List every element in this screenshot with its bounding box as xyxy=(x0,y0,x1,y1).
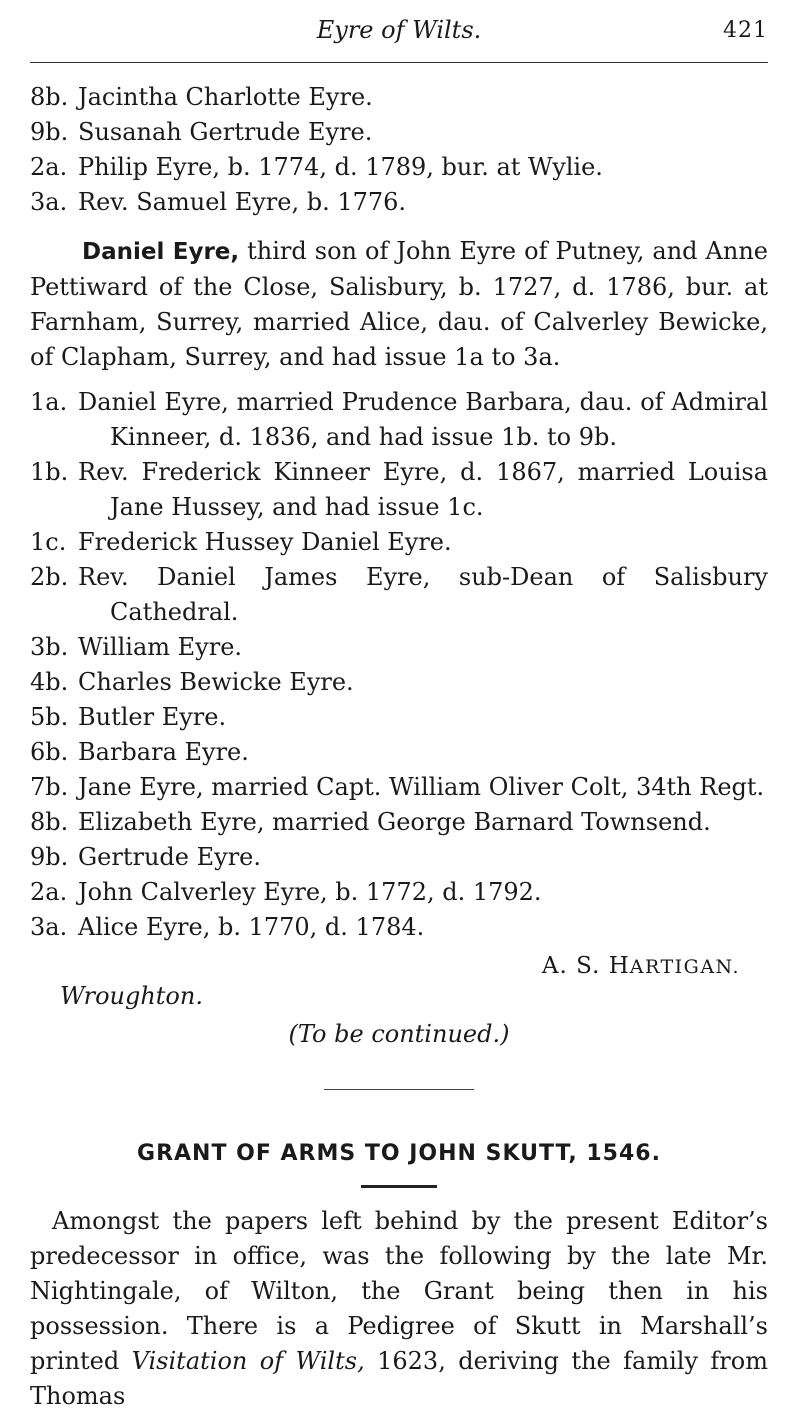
page-content xyxy=(30,80,768,1414)
signoff-block xyxy=(30,945,768,1065)
list-item: 2a. Philip Eyre, b. 1774, d. 1789, bur. at Wylie. xyxy=(30,153,603,181)
list-item: 2b. Rev. Daniel James Eyre, sub-Dean of Salisbury Cathedral. xyxy=(30,563,768,626)
list-item: 3b. William Eyre. xyxy=(30,633,243,661)
spacer xyxy=(30,375,768,385)
list-item: 8b. Elizabeth Eyre, married George Barnard Townsend. xyxy=(30,808,711,836)
list-item: 1c. Frederick Hussey Daniel Eyre. xyxy=(30,528,452,556)
section-divider xyxy=(324,1089,474,1090)
list-item: 4b. Charles Bewicke Eyre. xyxy=(30,668,354,696)
place-name: Wroughton. xyxy=(60,982,203,1010)
section-paragraph: Amongst the papers left behind by the present Editor’s predecessor in office, was the following by the late Mr. Nightingale, of Wilton, the Grant being then in his possession. There is a Pedigree of Skutt in Marshall’s printed Visitation of Wilts, 1623, deriving the family from Thomas xyxy=(30,1207,768,1410)
header-rule xyxy=(30,62,768,63)
page-number: 421 xyxy=(723,18,768,43)
list-item: 6b. Barbara Eyre. xyxy=(30,738,249,766)
list-item: 3a. Rev. Samuel Eyre, b. 1776. xyxy=(30,188,407,216)
list-item: 8b. Jacintha Charlotte Eyre. xyxy=(30,83,373,111)
section-title: GRANT OF ARMS TO JOHN SKUTT, 1546. xyxy=(137,1141,661,1166)
list-item: 9b. Gertrude Eyre. xyxy=(30,843,261,871)
list-top xyxy=(30,80,768,220)
page-header xyxy=(30,10,768,50)
title-underline xyxy=(361,1185,437,1188)
list-item: 7b. Jane Eyre, married Capt. William Oliver Colt, 34th Regt. xyxy=(30,773,765,801)
list-item: 1a. Daniel Eyre, married Prudence Barbara, dau. of Admiral Kinneer, d. 1836, and had issue 1b. to 9b. xyxy=(30,388,768,451)
list-item: 9b. Susanah Gertrude Eyre. xyxy=(30,118,373,146)
list-item: 2a. John Calverley Eyre, b. 1772, d. 1792. xyxy=(30,878,542,906)
daniel-eyre-paragraph: Daniel Eyre, third son of John Eyre of Putney, and Anne Pettiward of the Close, Salisbury, b. 1727, d. 1786, bur. at Farnham, Surrey, married Alice, dau. of Calverley Bewicke, of Clapham, Surrey, and had issue 1a to 3a. xyxy=(30,237,769,371)
list-item: 1b. Rev. Frederick Kinneer Eyre, d. 1867, married Louisa Jane Hussey, and had issue 1c. xyxy=(30,458,768,521)
running-title: Eyre of Wilts. xyxy=(316,16,482,44)
author-signature: A. S. HARTIGAN. xyxy=(541,953,740,979)
list-item: 5b. Butler Eyre. xyxy=(30,703,227,731)
list-item: 3a. Alice Eyre, b. 1770, d. 1784. xyxy=(30,913,425,941)
list-main xyxy=(30,385,768,945)
to-be-continued-note: (To be continued.) xyxy=(288,1020,510,1048)
spacer xyxy=(30,220,768,234)
daniel-eyre-name: Daniel Eyre, xyxy=(82,239,240,265)
